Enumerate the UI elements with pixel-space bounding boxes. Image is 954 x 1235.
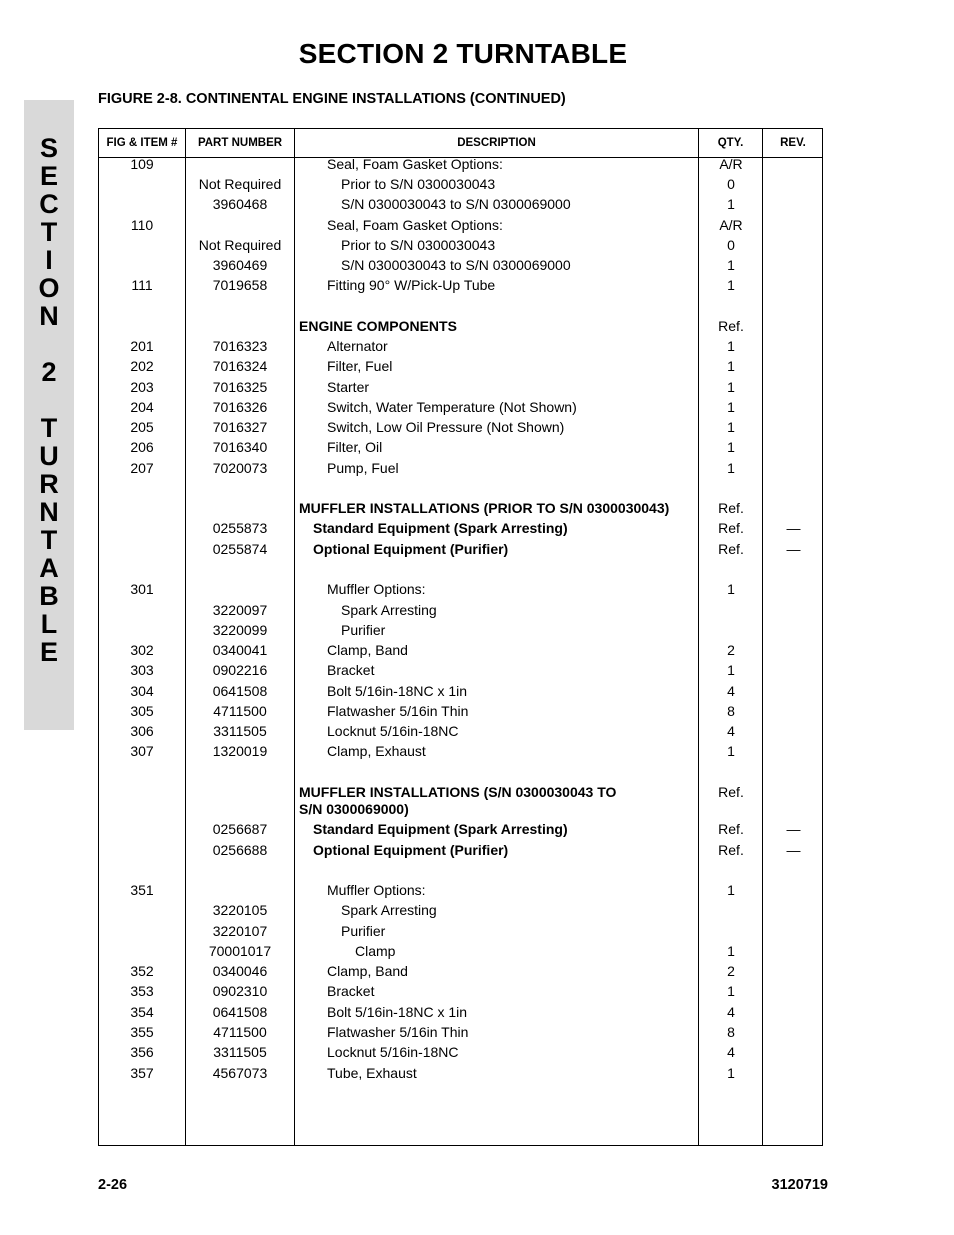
description-line: Locknut 5/16in-18NC <box>327 1044 459 1060</box>
description-line: Locknut 5/16in-18NC <box>327 723 459 739</box>
description-cell <box>299 622 741 639</box>
part-number-cell: 3311505 <box>213 723 267 739</box>
description-line: Standard Equipment (Spark Arresting) <box>313 520 568 536</box>
side-tab-letter: R <box>39 469 59 499</box>
fig-item-cell: 205 <box>130 419 154 435</box>
part-number-cell: 0340046 <box>212 963 268 979</box>
description-cell <box>299 217 727 234</box>
description-line: Muffler Options: <box>327 581 426 597</box>
description-line: Optional Equipment (Purifier) <box>313 842 509 858</box>
description-line: Tube, Exhaust <box>327 1065 417 1081</box>
description-cell <box>299 703 727 720</box>
part-number-cell: 0641508 <box>212 683 268 699</box>
description-cell <box>299 923 741 940</box>
rev-cell: — <box>786 842 801 858</box>
description-cell <box>299 520 713 537</box>
parts-table <box>98 128 823 1146</box>
qty-cell: A/R <box>719 156 743 172</box>
description-cell <box>299 581 727 598</box>
fig-item-cell: 201 <box>130 338 154 354</box>
fig-item-cell: 353 <box>130 983 154 999</box>
description-cell <box>299 439 727 456</box>
qty-cell: Ref. <box>718 500 744 516</box>
part-number-cell: 3220099 <box>212 622 268 638</box>
description-line: Clamp, Band <box>327 963 408 979</box>
description-cell <box>299 379 727 396</box>
description-line: Flatwasher 5/16in Thin <box>327 703 469 719</box>
side-tab-letter: I <box>45 245 53 275</box>
part-number-cell: 4711500 <box>213 703 267 719</box>
part-number-cell: Not Required <box>198 237 282 253</box>
description-cell <box>299 338 727 355</box>
side-tab-letter: U <box>39 441 59 471</box>
fig-item-cell: 202 <box>130 358 154 374</box>
description-cell <box>299 196 741 213</box>
document-number: 3120719 <box>771 1177 828 1193</box>
part-number-cell: 7016327 <box>212 419 268 435</box>
description-line: S/N 0300030043 to S/N 0300069000 <box>341 257 571 273</box>
header-fig-item: FIG & ITEM # <box>106 137 178 149</box>
description-line: Clamp, Band <box>327 642 408 658</box>
column-divider <box>294 129 295 1145</box>
description-cell <box>299 1024 727 1041</box>
description-line: Muffler Options: <box>327 882 426 898</box>
description-cell <box>299 683 727 700</box>
qty-cell: 1 <box>727 460 735 476</box>
part-number-cell: 0641508 <box>212 1004 268 1020</box>
description-line: Bracket <box>327 983 375 999</box>
qty-cell: 8 <box>727 703 735 719</box>
fig-item-cell: 110 <box>130 217 154 233</box>
fig-item-cell: 111 <box>131 277 153 293</box>
qty-cell: 1 <box>727 1065 735 1081</box>
qty-cell: 1 <box>727 943 735 959</box>
part-number-cell: 7016324 <box>212 358 268 374</box>
side-tab-letter: 2 <box>41 357 57 387</box>
table-header <box>99 129 822 158</box>
qty-cell: Ref. <box>718 842 744 858</box>
qty-cell: 1 <box>727 358 735 374</box>
qty-cell: 0 <box>727 176 735 192</box>
qty-cell: 4 <box>727 1004 735 1020</box>
fig-item-cell: 304 <box>130 683 154 699</box>
description-cell <box>299 541 713 558</box>
description-cell <box>299 882 727 899</box>
figure-title: FIGURE 2-8. CONTINENTAL ENGINE INSTALLATIONS (CONTINUED) <box>98 91 566 107</box>
part-number-cell: 0902216 <box>212 662 268 678</box>
description-cell <box>299 662 727 679</box>
fig-item-cell: 355 <box>130 1024 154 1040</box>
side-tab-letter: O <box>38 273 60 303</box>
description-cell <box>299 963 727 980</box>
part-number-cell: 3220105 <box>212 902 268 918</box>
part-number-cell: 0255873 <box>212 520 268 536</box>
rev-cell: — <box>786 541 801 557</box>
qty-cell: 4 <box>727 1044 735 1060</box>
description-cell <box>299 1065 727 1082</box>
description-line: Prior to S/N 0300030043 <box>341 176 496 192</box>
side-tab-letter: T <box>40 413 58 443</box>
qty-cell: 1 <box>727 338 735 354</box>
qty-cell: 0 <box>727 237 735 253</box>
description-cell <box>299 156 727 173</box>
part-number-cell: 0256688 <box>212 842 268 858</box>
description-line: Starter <box>327 379 370 395</box>
page-number: 2-26 <box>98 1177 128 1193</box>
description-cell <box>299 642 727 659</box>
header-part-number: PART NUMBER <box>197 137 283 149</box>
qty-cell: 4 <box>727 723 735 739</box>
part-number-cell: 0340041 <box>212 642 268 658</box>
description-line: Seal, Foam Gasket Options: <box>327 156 503 172</box>
description-line: Standard Equipment (Spark Arresting) <box>313 821 568 837</box>
description-cell <box>299 1044 727 1061</box>
fig-item-cell: 306 <box>130 723 154 739</box>
part-number-cell: 3311505 <box>213 1044 267 1060</box>
description-line: Spark Arresting <box>341 602 437 618</box>
side-tab-letter: B <box>39 581 59 611</box>
description-cell <box>299 602 741 619</box>
qty-cell: 1 <box>727 743 735 759</box>
side-tab-letter: A <box>39 553 59 583</box>
part-number-cell: 70001017 <box>208 943 272 959</box>
description-line: Alternator <box>327 338 388 354</box>
description-line: Bolt 5/16in-18NC x 1in <box>327 683 468 699</box>
description-line: Prior to S/N 0300030043 <box>341 237 496 253</box>
qty-cell: 8 <box>727 1024 735 1040</box>
description-cell <box>299 983 727 1000</box>
part-number-cell: 3960468 <box>212 196 268 212</box>
section-side-tab <box>24 100 74 730</box>
description-line: Spark Arresting <box>341 902 437 918</box>
qty-cell: 1 <box>727 439 735 455</box>
description-line: Switch, Water Temperature (Not Shown) <box>327 399 577 415</box>
description-cell <box>299 358 727 375</box>
fig-item-cell: 307 <box>130 743 154 759</box>
fig-item-cell: 357 <box>130 1065 154 1081</box>
description-line: Optional Equipment (Purifier) <box>313 541 509 557</box>
description-line: Bracket <box>327 662 375 678</box>
part-number-cell: 3220097 <box>212 602 268 618</box>
part-number-cell: 7016340 <box>212 439 268 455</box>
description-cell <box>299 257 741 274</box>
description-cell <box>299 842 713 859</box>
description-cell <box>299 784 699 818</box>
qty-cell: 1 <box>727 419 735 435</box>
description-line: Pump, Fuel <box>327 460 399 476</box>
description-line: Bolt 5/16in-18NC x 1in <box>327 1004 468 1020</box>
fig-item-cell: 207 <box>130 460 154 476</box>
description-cell <box>299 500 699 517</box>
fig-item-cell: 204 <box>130 399 154 415</box>
description-cell <box>299 743 727 760</box>
qty-cell: 1 <box>727 379 735 395</box>
description-line: Flatwasher 5/16in Thin <box>327 1024 469 1040</box>
qty-cell: 1 <box>727 196 735 212</box>
qty-cell: 1 <box>727 581 735 597</box>
qty-cell: Ref. <box>718 784 744 800</box>
fig-item-cell: 354 <box>130 1004 154 1020</box>
qty-cell: 2 <box>727 642 735 658</box>
description-line: MUFFLER INSTALLATIONS (PRIOR TO S/N 0300030043) <box>299 500 670 516</box>
description-line-continued: S/N 0300069000) <box>299 801 409 817</box>
description-line: Purifier <box>341 622 386 638</box>
part-number-cell: 4711500 <box>213 1024 267 1040</box>
part-number-cell: 7016325 <box>212 379 268 395</box>
fig-item-cell: 206 <box>130 439 154 455</box>
description-line: Seal, Foam Gasket Options: <box>327 217 503 233</box>
part-number-cell: Not Required <box>198 176 282 192</box>
side-tab-letter: N <box>39 497 59 527</box>
qty-cell: 1 <box>727 662 735 678</box>
qty-cell: Ref. <box>718 318 744 334</box>
qty-cell: 1 <box>727 399 735 415</box>
qty-cell: Ref. <box>718 821 744 837</box>
side-tab-letter: E <box>39 637 58 667</box>
part-number-cell: 7019658 <box>212 277 268 293</box>
qty-cell: 2 <box>727 963 735 979</box>
qty-cell: 1 <box>727 882 735 898</box>
description-cell <box>299 237 741 254</box>
part-number-cell: 3960469 <box>212 257 268 273</box>
side-tab-letter: T <box>40 525 58 555</box>
side-tab-letter: L <box>40 609 58 639</box>
description-line: MUFFLER INSTALLATIONS (S/N 0300030043 TO <box>299 784 617 800</box>
description-cell <box>299 943 755 960</box>
description-line: ENGINE COMPONENTS <box>299 318 457 334</box>
side-tab-letter: T <box>40 217 58 247</box>
side-tab-letter: S <box>39 133 58 163</box>
description-line: Clamp <box>355 943 396 959</box>
part-number-cell: 7016323 <box>212 338 268 354</box>
rev-cell: — <box>786 821 801 837</box>
part-number-cell: 7020073 <box>212 460 268 476</box>
rev-cell: — <box>786 520 801 536</box>
description-cell <box>299 902 741 919</box>
part-number-cell: 3220107 <box>212 923 268 939</box>
qty-cell: 1 <box>727 257 735 273</box>
part-number-cell: 0256687 <box>212 821 268 837</box>
page-title: SECTION 2 TURNTABLE <box>298 38 628 69</box>
fig-item-cell: 303 <box>130 662 154 678</box>
fig-item-cell: 203 <box>130 379 154 395</box>
qty-cell: Ref. <box>718 520 744 536</box>
part-number-cell: 1320019 <box>212 743 268 759</box>
description-line: Filter, Fuel <box>327 358 393 374</box>
description-cell <box>299 318 699 335</box>
qty-cell: 1 <box>727 983 735 999</box>
description-cell <box>299 277 727 294</box>
description-line: Filter, Oil <box>327 439 383 455</box>
part-number-cell: 0902310 <box>212 983 268 999</box>
description-line: Fitting 90° W/Pick-Up Tube <box>327 277 496 293</box>
qty-cell: 4 <box>727 683 735 699</box>
fig-item-cell: 305 <box>130 703 154 719</box>
description-line: Switch, Low Oil Pressure (Not Shown) <box>327 419 565 435</box>
fig-item-cell: 302 <box>130 642 154 658</box>
side-tab-letter: E <box>39 161 58 191</box>
header-rev: REV. <box>780 137 806 149</box>
description-line: S/N 0300030043 to S/N 0300069000 <box>341 196 571 212</box>
header-description: DESCRIPTION <box>457 137 536 149</box>
description-cell <box>299 1004 727 1021</box>
description-cell <box>299 419 727 436</box>
qty-cell: Ref. <box>718 541 744 557</box>
side-tab-letter: C <box>39 189 59 219</box>
description-cell <box>299 399 727 416</box>
description-cell <box>299 723 727 740</box>
qty-cell: A/R <box>719 217 743 233</box>
part-number-cell: 4567073 <box>212 1065 268 1081</box>
fig-item-cell: 301 <box>130 581 154 597</box>
side-tab-letter: N <box>39 301 59 331</box>
header-qty: QTY. <box>717 137 744 149</box>
fig-item-cell: 351 <box>130 882 154 898</box>
fig-item-cell: 352 <box>130 963 154 979</box>
part-number-cell: 0255874 <box>212 541 268 557</box>
description-line: Clamp, Exhaust <box>327 743 426 759</box>
description-cell <box>299 460 727 477</box>
qty-cell: 1 <box>727 277 735 293</box>
side-tab-letters <box>24 134 74 666</box>
fig-item-cell: 356 <box>130 1044 154 1060</box>
description-cell <box>299 176 741 193</box>
description-line: Purifier <box>341 923 386 939</box>
fig-item-cell: 109 <box>130 156 154 172</box>
description-cell <box>299 821 713 838</box>
part-number-cell: 7016326 <box>212 399 268 415</box>
